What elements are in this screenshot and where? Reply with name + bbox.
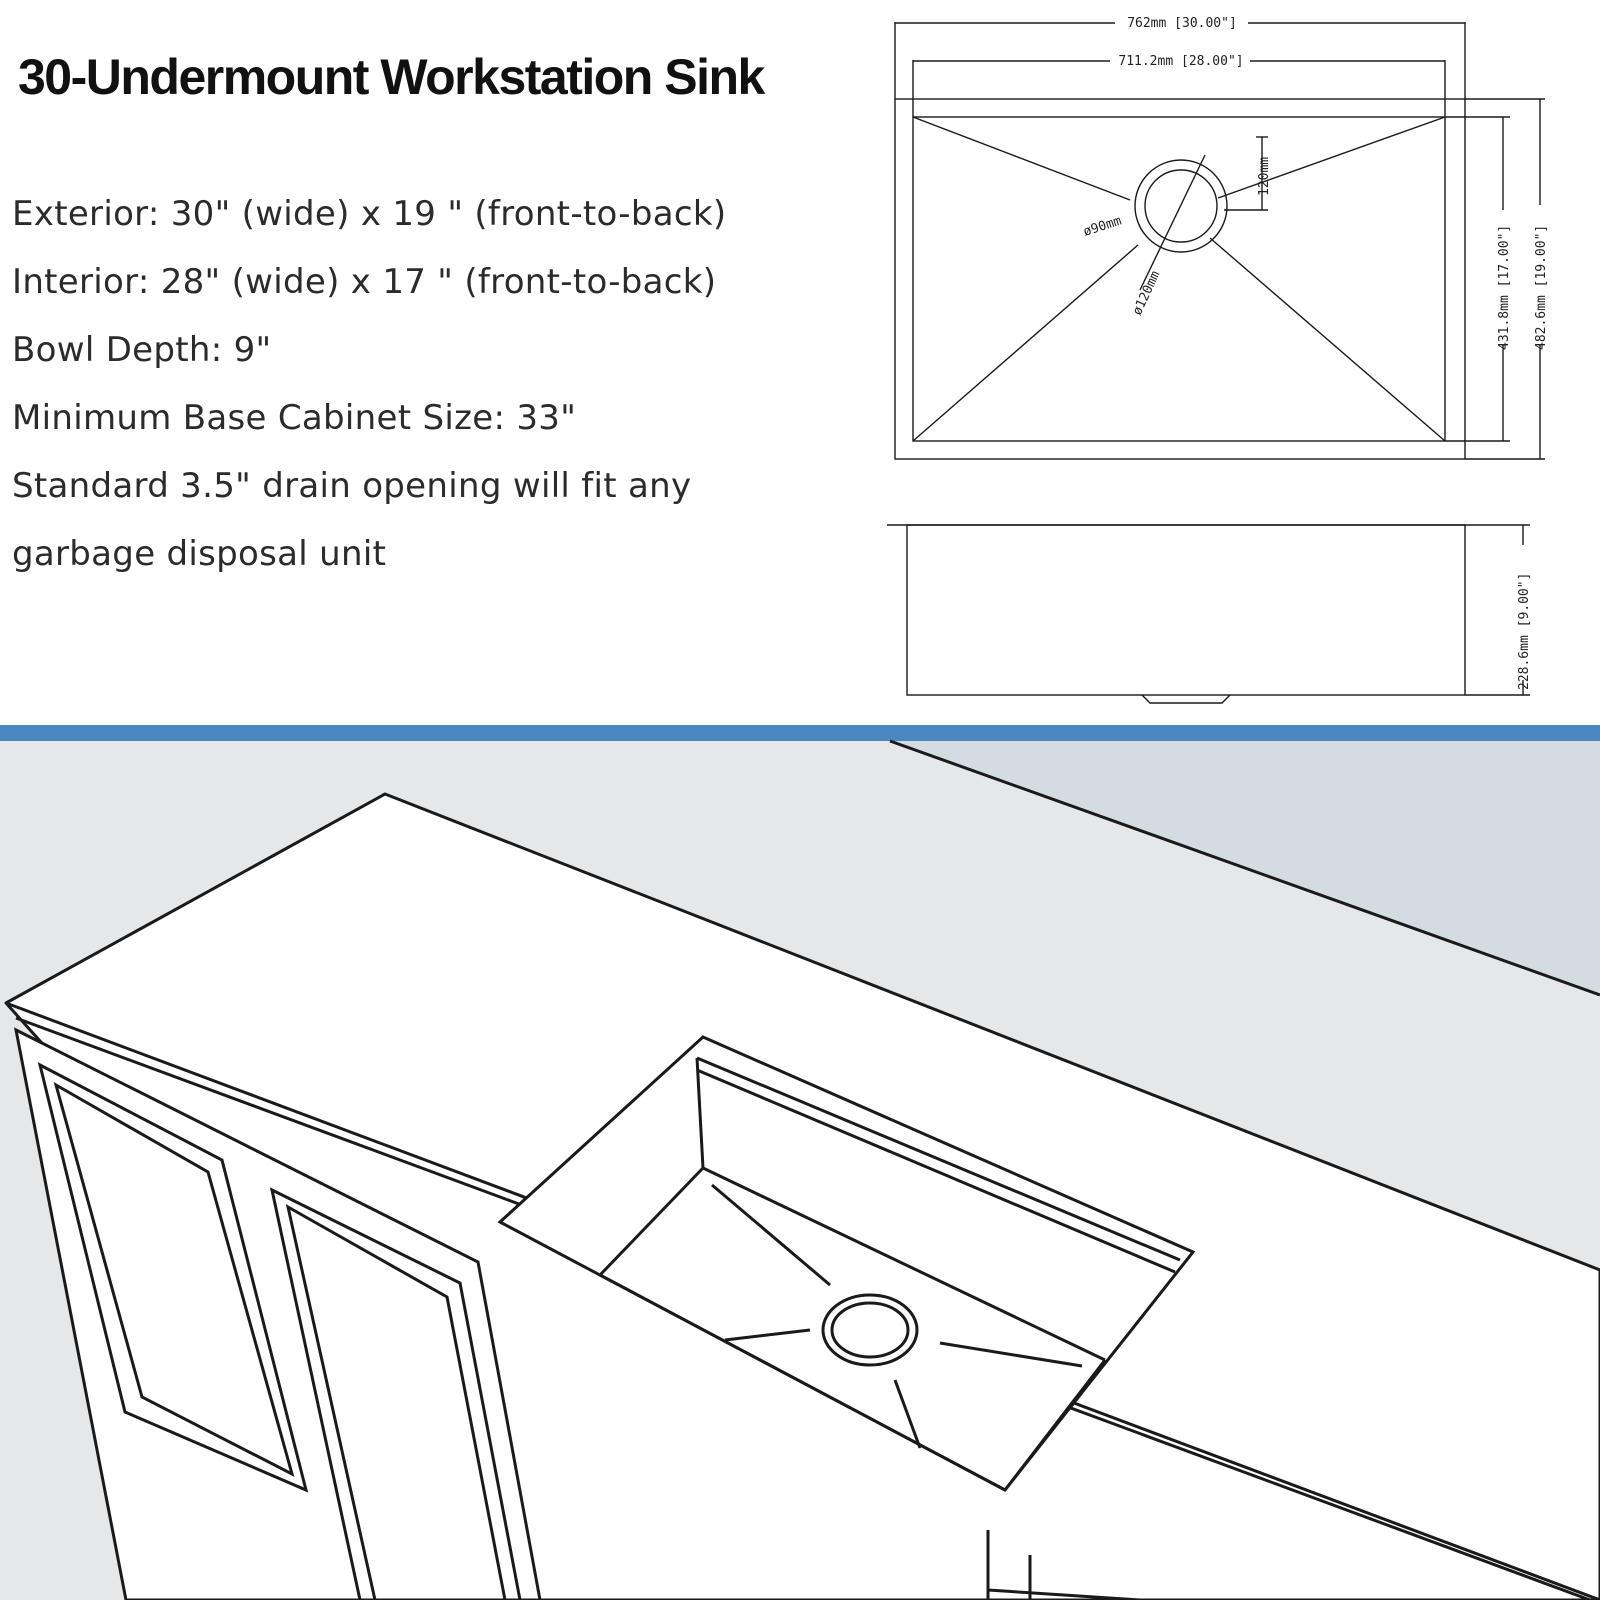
spec-drain-opening: Standard 3.5" drain opening will fit any bbox=[12, 466, 692, 506]
bowl-depth-label: 228.6mm [9.00"] bbox=[1517, 572, 1532, 690]
interior-depth-label: 431.8mm [17.00"] bbox=[1497, 224, 1512, 350]
spec-bowl-depth: Bowl Depth: 9" bbox=[12, 330, 272, 370]
bowl-side-outline bbox=[907, 525, 1465, 695]
sink-interior-outline bbox=[913, 117, 1445, 441]
drain-offset-label: 120mm bbox=[1257, 156, 1272, 196]
flange-diameter-label: ø120mm bbox=[1130, 268, 1164, 318]
drain-diameter-label: ø90mm bbox=[1081, 213, 1124, 240]
spec-min-cabinet: Minimum Base Cabinet Size: 33" bbox=[12, 398, 577, 438]
sink-exterior-outline bbox=[895, 99, 1465, 459]
cabinet-illustration bbox=[0, 741, 1600, 1600]
interior-width-label: 711.2mm [28.00"] bbox=[1118, 54, 1244, 69]
side-view-drawing bbox=[887, 525, 1530, 703]
spec-disposal-unit: garbage disposal unit bbox=[12, 534, 387, 574]
divider-band bbox=[0, 725, 1600, 741]
spec-interior: Interior: 28" (wide) x 17 " (front-to-back) bbox=[12, 262, 717, 302]
top-view-drawing bbox=[895, 22, 1545, 459]
page-title: 30-Undermount Workstation Sink bbox=[18, 49, 764, 105]
exterior-depth-label: 482.6mm [19.00"] bbox=[1534, 224, 1549, 350]
spec-exterior: Exterior: 30" (wide) x 19 " (front-to-back) bbox=[12, 194, 727, 234]
exterior-width-label: 762mm [30.00"] bbox=[1127, 16, 1237, 31]
